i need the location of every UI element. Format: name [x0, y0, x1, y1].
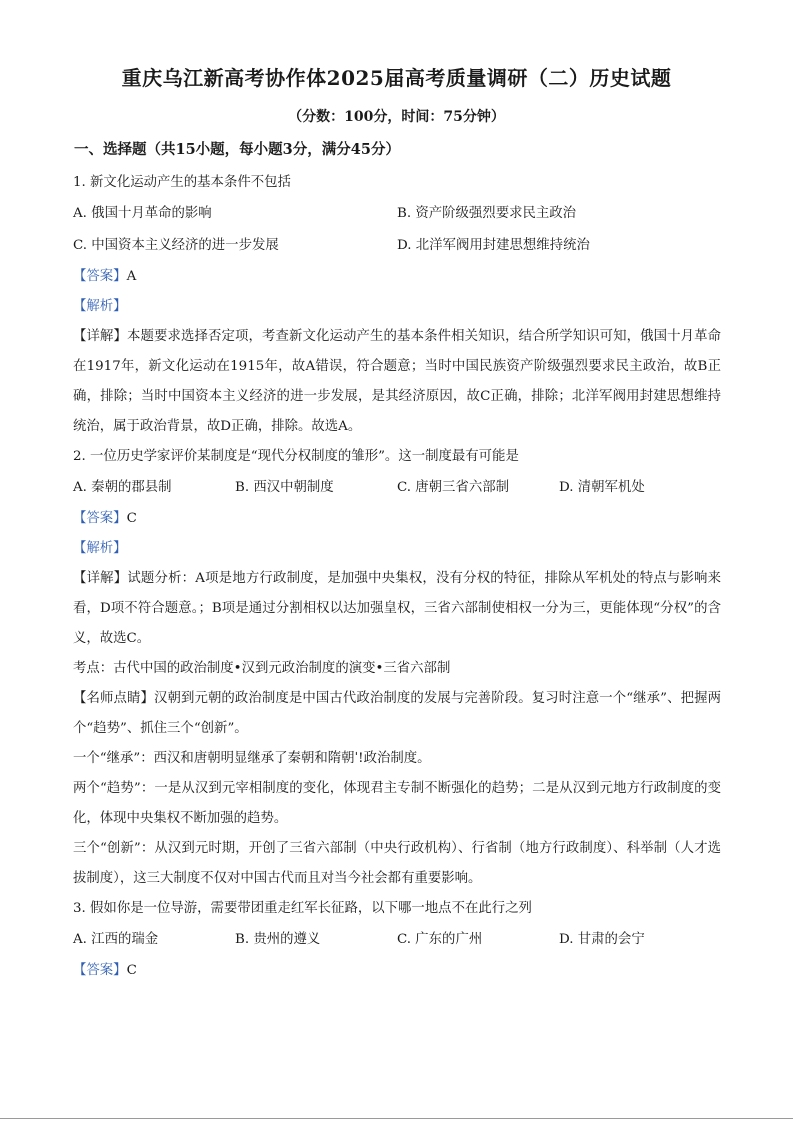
- question-1-option-a: A. 俄国十月革命的影响: [73, 206, 212, 221]
- question-1-option-b: B. 资产阶级强烈要求民主政治: [397, 206, 577, 221]
- question-1-analysis-tag: [73, 292, 721, 322]
- answer-value: A: [126, 269, 137, 284]
- question-2-detail: [73, 564, 721, 654]
- question-2-answer: [73, 504, 721, 534]
- answer-value: C: [126, 963, 137, 978]
- question-2-options: [73, 472, 721, 504]
- answer-tag: 【答案】: [73, 963, 127, 978]
- analysis-tag: 【解析】: [73, 299, 127, 314]
- question-1-answer: [73, 262, 721, 292]
- question-3-option-a: A. 江西的瑞金: [73, 932, 159, 947]
- detail-text: 本题要求选择否定项，考查新文化运动产生的基本条件相关知识，结合所学知识可知，俄国十月革命在1917年，新文化运动在1915年，故A错误，符合题意；当时中国民族资产阶级强烈要求民主政治，故B正确，排除；当时中国资本主义经济的进一步发展，是其经济原因，故C正确，排除；北洋军阀用封建思想维持统治，属于政治背景，故D正确，排除。故选A。: [73, 329, 722, 434]
- question-2-analysis-tag: [73, 534, 721, 564]
- question-3-option-d: D. 甘肃的会宁: [559, 932, 645, 947]
- teacher-tag: 【名师点睛】: [73, 691, 154, 706]
- question-1-detail: [73, 322, 721, 442]
- question-1-option-d: D. 北洋军阀用封建思想维持统治: [397, 238, 590, 253]
- page-bottom-rule: [0, 1118, 793, 1119]
- question-2-note-innovations: 三个“创新”：从汉到元时期，开创了三省六部制（中央行政机构）、行省制（地方行政制度）、科举制（人才选拔制度），这三大制度不仅对中国古代而且对当今社会都有重要影响。: [73, 841, 721, 886]
- analysis-tag: 【解析】: [73, 541, 127, 556]
- question-2-option-d: D. 清朝军机处: [559, 480, 645, 495]
- detail-text: 试题分析：A项是地方行政制度，是加强中央集权，没有分权的特征，排除从军机处的特点与影响来看，D项不符合题意。；B项是通过分割相权以达加强皇权，三省六部制使相权一分为三，更能体现“分权”的含义，故选C。: [73, 571, 721, 646]
- question-3-stem: 3. 假如你是一位导游，需要带团重走红军长征路，以下哪一地点不在此行之列: [73, 901, 532, 916]
- answer-tag: 【答案】: [73, 511, 127, 526]
- question-1-stem: 1. 新文化运动产生的基本条件不包括: [73, 175, 291, 190]
- exam-title: 重庆乌江新高考协作体2025届高考质量调研（二）历史试题: [121, 66, 672, 90]
- question-2-option-c: C. 唐朝三省六部制: [397, 480, 510, 495]
- answer-value: C: [126, 511, 137, 526]
- question-2-stem: 2. 一位历史学家评价某制度是“现代分权制度的雏形”。这一制度最有可能是: [73, 449, 519, 464]
- answer-tag: 【答案】: [73, 269, 127, 284]
- question-3-answer: [73, 956, 721, 986]
- question-1-options: [73, 198, 721, 230]
- question-2-option-b: B. 西汉中朝制度: [235, 480, 334, 495]
- question-list: [73, 168, 721, 986]
- question-1-option-c: C. 中国资本主义经济的进一步发展: [73, 238, 279, 253]
- question-2-teacher-note: [73, 684, 721, 744]
- section-heading: 一、选择题（共15小题，每小题3分，满分45分）: [74, 141, 400, 158]
- question-3-option-c: C. 广东的广州: [397, 932, 483, 947]
- question-2-option-a: A. 秦朝的郡县制: [73, 480, 172, 495]
- detail-tag: 【详解】: [73, 571, 128, 586]
- question-2-note-inherit: 一个“继承”：西汉和唐朝明显继承了秦朝和隋朝ˈ!政治制度。: [73, 751, 431, 766]
- question-3-option-b: B. 贵州的遵义: [235, 932, 321, 947]
- question-1-options-row2: [73, 230, 721, 262]
- question-2-kaodian: 考点：古代中国的政治制度•汉到元政治制度的演变•三省六部制: [73, 661, 451, 676]
- teacher-text: 汉朝到元朝的政治制度是中国古代政治制度的发展与完善阶段。复习时注意一个“继承”、把握两个“趋势”、抓住三个“创新”。: [73, 691, 721, 736]
- question-2-note-trends: 两个“趋势”：一是从汉到元宰相制度的变化，体现君主专制不断强化的趋势；二是从汉到元地方行政制度的变化，体现中央集权不断加强的趋势。: [73, 781, 721, 826]
- question-3-options: [73, 924, 721, 956]
- score-time-line: （分数：100分，时间：75分钟）: [288, 109, 505, 125]
- detail-tag: 【详解】: [73, 329, 128, 344]
